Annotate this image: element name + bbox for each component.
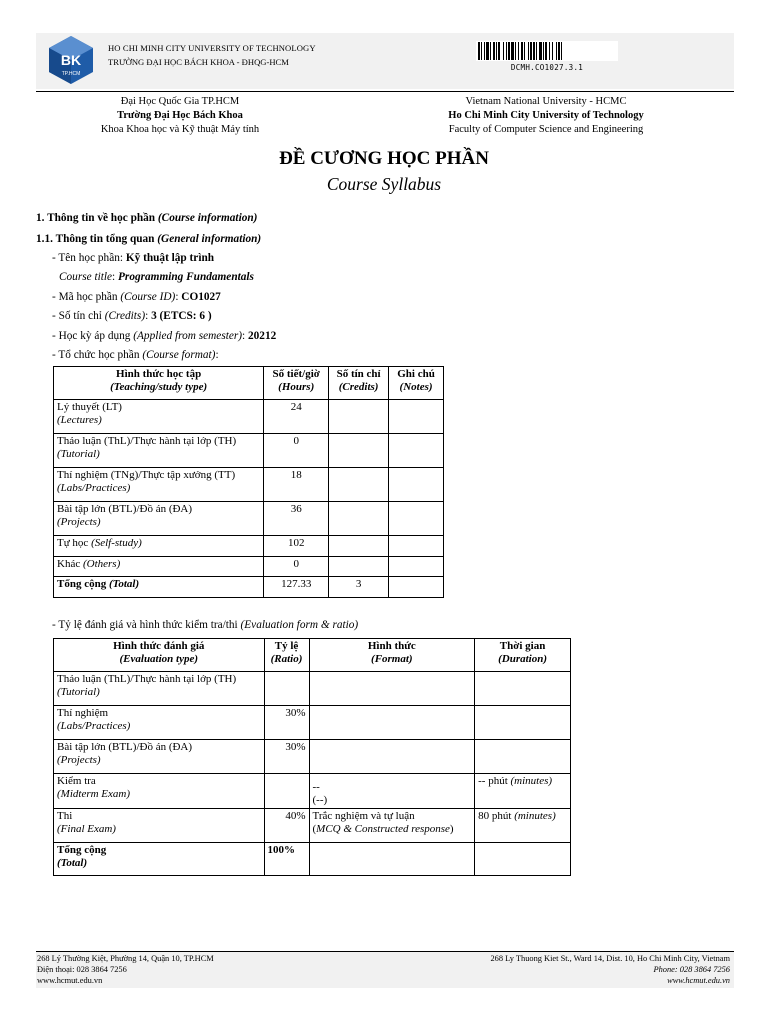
table-row (54, 809, 571, 843)
table-cell: 0 (264, 434, 329, 468)
table-row (54, 502, 444, 536)
table-cell: -- (--) (309, 774, 475, 809)
barcode-bar (545, 42, 547, 60)
table-header-row (54, 367, 444, 400)
barcode-bar (536, 42, 537, 60)
table-cell (475, 740, 571, 774)
table-cell (475, 706, 571, 740)
table-cell: 80 phút (minutes) (475, 809, 571, 843)
table-row (54, 536, 444, 557)
footer-address-vn (37, 953, 214, 986)
course-credits: - Số tín chỉ (Credits): 3 (ETCS: 6 ) (52, 310, 212, 322)
table-cell: 30% (264, 740, 309, 774)
barcode-bar (508, 42, 510, 60)
table-cell: Kiểm tra (Midterm Exam) (54, 774, 265, 809)
barcode-bar (511, 42, 514, 60)
table-cell: Lý thuyết (LT) (Lectures) (54, 400, 264, 434)
barcode-bar (543, 42, 544, 60)
table-cell (389, 468, 444, 502)
table-row (54, 468, 444, 502)
course-name: - Tên học phần: Kỹ thuật lập trình (52, 252, 215, 264)
table-cell (329, 557, 389, 577)
table-cell (389, 400, 444, 434)
barcode-bar (528, 42, 529, 60)
header-cell: Thời gian (Duration) (475, 639, 571, 672)
course-title: Course title: Programming Fundamentals (59, 271, 254, 283)
table-cell (389, 502, 444, 536)
table-cell: Thi (Final Exam) (54, 809, 265, 843)
table-row (54, 400, 444, 434)
barcode-bar (530, 42, 532, 60)
header-cell: Hình thức học tập (Teaching/study type) (54, 367, 264, 400)
table-cell: 36 (264, 502, 329, 536)
footer-address-en (490, 953, 730, 986)
table-cell: Tổng cộng (Total) (54, 843, 265, 876)
barcode-bar (561, 42, 562, 60)
evaluation-table (53, 638, 571, 876)
institution-vn-line-2: Trường Đại Học Bách Khoa (117, 110, 243, 121)
barcode-bar (556, 42, 557, 60)
institution-en-line-1: Vietnam National University - HCMC (465, 96, 627, 107)
table-cell: 102 (264, 536, 329, 557)
table-cell (475, 672, 571, 706)
table-cell: Thí nghiệm (TNg)/Thực tập xưởng (TT) (Labs/Practices) (54, 468, 264, 502)
table-cell (329, 502, 389, 536)
section-1-heading: 1. Thông tin về học phần (Course information) (36, 212, 258, 224)
barcode (476, 41, 618, 61)
table-cell: Bài tập lớn (BTL)/Đồ án (ĐA) (Projects) (54, 740, 265, 774)
table-total-row (54, 577, 444, 598)
barcode-bar (515, 42, 516, 60)
table-cell: 18 (264, 468, 329, 502)
barcode-bar (552, 42, 553, 60)
table-row (54, 740, 571, 774)
institution-vn (60, 95, 300, 137)
barcode-bar (524, 42, 525, 60)
table-cell: Khác (Others) (54, 557, 264, 577)
barcode-bar (498, 42, 500, 60)
table-cell (264, 672, 309, 706)
barcode-bar (486, 42, 489, 60)
section-1-1-heading: 1.1. Thông tin tổng quan (General information) (36, 233, 262, 245)
table-cell (309, 740, 475, 774)
table-row (54, 434, 444, 468)
barcode-bar (484, 42, 485, 60)
course-id: - Mã học phần (Course ID): CO1027 (52, 291, 221, 303)
course-format-table (53, 366, 444, 598)
table-cell: Trắc nghiệm và tự luận (MCQ & Constructed response) (309, 809, 475, 843)
table-cell: Tự học (Self-study) (54, 536, 264, 557)
table-cell (309, 706, 475, 740)
table-cell: -- phút (minutes) (475, 774, 571, 809)
table-cell (389, 557, 444, 577)
course-semester: - Học kỳ áp dụng (Applied from semester): 20212 (52, 330, 277, 342)
table-total-row (54, 843, 571, 876)
table-header-row (54, 639, 571, 672)
header-cell: Hình thức đánh giá (Evaluation type) (54, 639, 265, 672)
barcode-bar (506, 42, 507, 60)
table-row (54, 706, 571, 740)
table-cell (309, 843, 475, 876)
footer-en-line-2: Phone: 028 3864 7256 (653, 965, 730, 974)
university-name-vn: TRƯỜNG ĐẠI HỌC BÁCH KHOA - ĐHQG-HCM (108, 57, 289, 67)
footer-vn-line-1: 268 Lý Thường Kiệt, Phường 14, Quận 10, TP.HCM (37, 954, 214, 963)
table-cell: 127.33 (264, 577, 329, 598)
course-format-label: - Tổ chức học phần (Course format): (52, 349, 219, 361)
header-cell: Số tiết/giờ (Hours) (264, 367, 329, 400)
table-cell (264, 774, 309, 809)
table-cell (309, 672, 475, 706)
barcode-bar (478, 42, 480, 60)
table-cell (475, 843, 571, 876)
barcode-bar (539, 42, 542, 60)
institution-en (420, 95, 672, 137)
table-cell: Tổng cộng (Total) (54, 577, 264, 598)
table-cell: Bài tập lớn (BTL)/Đồ án (ĐA) (Projects) (54, 502, 264, 536)
barcode-bar (549, 42, 550, 60)
barcode-bar (496, 42, 497, 60)
barcode-bar (490, 42, 491, 60)
footer-vn-line-3: www.hcmut.edu.vn (37, 976, 103, 985)
barcode-bar (521, 42, 523, 60)
university-logo (46, 35, 96, 85)
barcode-bar (558, 42, 560, 60)
barcode-bar (533, 42, 535, 60)
barcode-bar (503, 42, 504, 60)
table-cell: 100% (264, 843, 309, 876)
table-cell: 0 (264, 557, 329, 577)
table-cell (329, 536, 389, 557)
table-row (54, 672, 571, 706)
table-row (54, 774, 571, 809)
header-divider (36, 91, 734, 92)
logo-text: BK (60, 52, 82, 68)
page-title: ĐỀ CƯƠNG HỌC PHẦN (279, 148, 489, 169)
header-cell: Số tín chỉ (Credits) (329, 367, 389, 400)
table-cell (389, 536, 444, 557)
footer-vn-line-2: Điện thoại: 028 3864 7256 (37, 965, 127, 974)
institution-vn-line-1: Đại Học Quốc Gia TP.HCM (120, 96, 240, 107)
barcode-bar (481, 42, 482, 60)
table-cell: 40% (264, 809, 309, 843)
table-cell: 24 (264, 400, 329, 434)
table-cell: Thí nghiệm (Labs/Practices) (54, 706, 265, 740)
table-cell: Thảo luận (ThL)/Thực hành tại lớp (TH) (Tutorial) (54, 672, 265, 706)
table-cell (329, 468, 389, 502)
table-cell (389, 434, 444, 468)
header-cell: Hình thức (Format) (309, 639, 475, 672)
table-cell: 30% (264, 706, 309, 740)
document-code: DCMH.CO1027.3.1 (510, 63, 584, 72)
header-cell: Tỷ lệ (Ratio) (264, 639, 309, 672)
logo-subtext: TP.HCM (61, 71, 81, 77)
table-cell: Thảo luận (ThL)/Thực hành tại lớp (TH) (Tutorial) (54, 434, 264, 468)
institution-en-line-3: Faculty of Computer Science and Engineering (448, 124, 644, 135)
university-name-en: HO CHI MINH CITY UNIVERSITY OF TECHNOLOGY (108, 43, 316, 53)
barcode-bar (518, 42, 519, 60)
table-cell (389, 577, 444, 598)
barcode-bar (493, 42, 495, 60)
table-cell: 3 (329, 577, 389, 598)
table-cell (329, 400, 389, 434)
table-cell (329, 434, 389, 468)
institution-vn-line-3: Khoa Khoa học và Kỹ thuật Máy tính (100, 124, 260, 135)
footer-en-line-3: www.hcmut.edu.vn (667, 976, 730, 985)
table-row (54, 557, 444, 577)
institution-en-line-2: Ho Chi Minh City University of Technology (448, 110, 644, 121)
footer-en-line-1: 268 Ly Thuong Kiet St., Ward 14, Dist. 10, Ho Chi Minh City, Vietnam (490, 954, 730, 963)
page-subtitle: Course Syllabus (326, 174, 442, 194)
evaluation-label: - Tỷ lệ đánh giá và hình thức kiểm tra/thi (Evaluation form & ratio) (52, 619, 359, 631)
header-cell: Ghi chú (Notes) (389, 367, 444, 400)
